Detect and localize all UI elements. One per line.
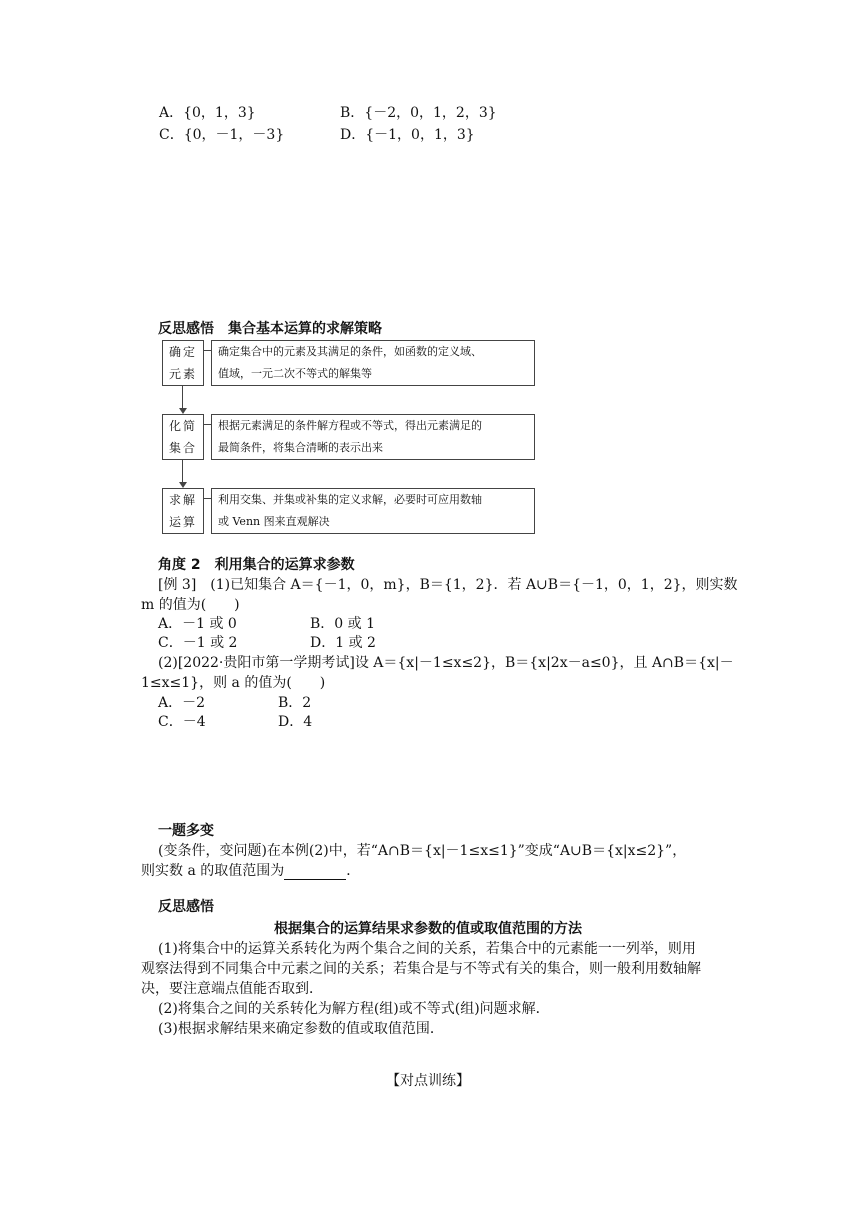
option-d: D．{－1，0，1，3} [340,127,475,143]
reflection2-title: 反思感悟 [158,899,214,915]
step-label-simplify-set [162,414,204,460]
q1-option-a: A．－1 或 0 [158,616,237,632]
step-label-line: 化简 [168,419,197,433]
q2-line1: (2)[2022·贵阳市第一学期考试]设 A＝{x|－1≤x≤2}，B＝{x|2x－a≤0}，且 A∩B＝{x|－ [158,655,734,671]
option-a: A．{0，1，3} [159,105,256,121]
variant-line2 [141,862,360,880]
method-p1-line3: 决，要注意端点值能否取到． [141,981,323,997]
q2-option-d: D．4 [278,714,313,730]
step-content-line: 利用交集、并集或补集的定义求解，必要时可应用数轴 [218,493,482,506]
q2-option-b: B．2 [278,695,312,711]
method-p3: (3)根据求解结果来确定参数的值或取值范围． [158,1021,444,1037]
connector-line [204,350,211,351]
angle2-title: 角度 2 利用集合的运算求参数 [158,557,355,573]
method-p1-line1: (1)将集合中的运算关系转化为两个集合之间的关系，若集合中的元素能一一列举，则用 [158,941,696,957]
step-content-line: 值域，一元二次不等式的解集等 [218,367,372,380]
step-label-line: 确定 [168,345,197,359]
step-label-determine-elements [162,340,204,386]
variant-title: 一题多变 [158,823,214,839]
step-label-line: 求解 [168,493,197,507]
variant-line1: (变条件，变问题)在本例(2)中，若“A∩B＝{x|－1≤x≤1}”变成“A∪B＝{x|x≤2}”， [158,843,687,859]
method-p2: (2)将集合之间的关系转化为解方程(组)或不等式(组)问题求解． [158,1001,550,1017]
q1-option-b: B．0 或 1 [310,616,376,632]
answer-blank [284,865,346,880]
flow-arrow-line [182,460,183,484]
training-heading: 【对点训练】 [386,1073,470,1089]
flow-arrow-line [182,386,183,410]
step-content-line: 根据元素满足的条件解方程或不等式，得出元素满足的 [218,419,482,432]
step-content-line: 或 Venn 图来直观解决 [218,515,330,528]
step-content-line: 最简条件，将集合清晰的表示出来 [218,441,383,454]
step-label-solve-operation [162,488,204,534]
option-b: B．{－2，0，1，2，3} [340,105,497,121]
step-content-solve-operation [211,488,535,534]
reflection-title: 反思感悟 集合基本运算的求解策略 [158,321,382,337]
q2-option-a: A．－2 [158,695,206,711]
q1-option-d: D．1 或 2 [310,635,376,651]
connector-line [204,498,211,499]
step-label-line: 元素 [168,367,197,381]
q2-line2: 1≤x≤1}，则 a 的值为( ) [141,675,326,691]
step-label-line: 运算 [168,515,197,529]
variant-line2-text: 则实数 a 的取值范围为 [141,863,285,879]
step-content-line: 确定集合中的元素及其满足的条件，如函数的定义域、 [218,345,482,358]
method-subtitle: 根据集合的运算结果求参数的值或取值范围的方法 [274,921,582,937]
q1-option-c: C．－1 或 2 [158,635,238,651]
step-content-determine-elements [211,340,535,386]
q2-option-c: C．－4 [158,714,206,730]
example3-line2: m 的值为( ) [141,597,240,613]
option-c: C．{0，－1，－3} [159,127,285,143]
method-p1-line2: 观察法得到不同集合中元素之间的关系；若集合是与不等式有关的集合，则一般利用数轴解 [141,961,701,977]
connector-line [204,424,211,425]
step-content-simplify-set [211,414,535,460]
variant-line2-end: ． [346,863,361,879]
step-label-line: 集合 [168,441,197,455]
example3-line1: [例 3] (1)已知集合 A＝{－1，0，m}，B＝{1，2}．若 A∪B＝{－1，0，1，2}，则实数 [158,577,738,593]
